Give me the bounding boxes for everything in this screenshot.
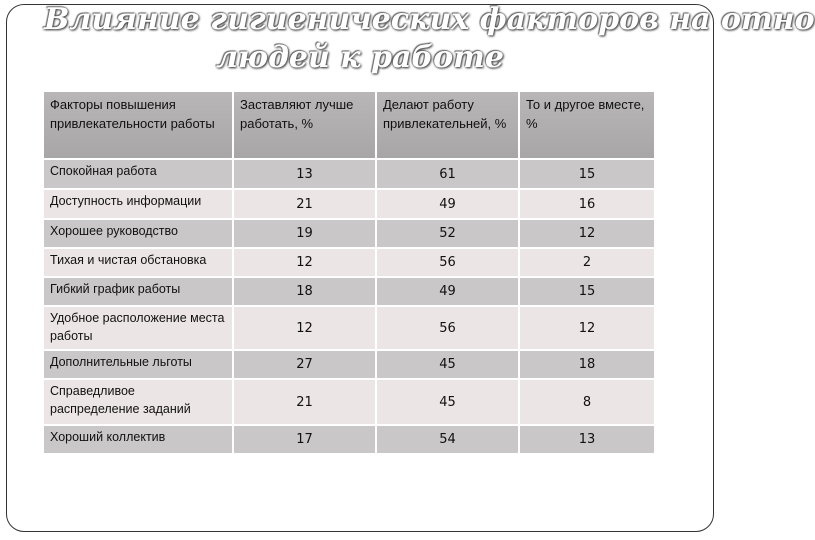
row-factor: Гибкий график работы [44, 278, 234, 307]
table-header-row [44, 92, 656, 160]
row-value-more-attractive: 61 [377, 160, 520, 190]
table-row [44, 190, 656, 220]
row-value-more-attractive: 45 [377, 351, 520, 380]
row-value-both: 12 [520, 220, 656, 249]
row-value-both: 12 [520, 307, 656, 351]
table-row [44, 220, 656, 249]
slide-title-line1: Влияние гигиенических факторов на отно [44, 2, 815, 37]
header-both: То и другое вместе, % [520, 92, 656, 160]
row-factor: Дополнительные льготы [44, 351, 234, 380]
row-value-work-better: 17 [234, 426, 377, 455]
row-factor: Спокойная работа [44, 160, 234, 190]
table-row [44, 278, 656, 307]
row-value-work-better: 18 [234, 278, 377, 307]
table-row [44, 426, 656, 455]
slide-title-line2: людей к работе [216, 40, 504, 75]
row-value-more-attractive: 56 [377, 249, 520, 278]
row-value-more-attractive: 49 [377, 278, 520, 307]
row-value-both: 15 [520, 160, 656, 190]
factors-table [44, 92, 656, 455]
row-value-both: 2 [520, 249, 656, 278]
slide-title [0, 2, 815, 76]
row-value-work-better: 13 [234, 160, 377, 190]
table-row [44, 160, 656, 190]
row-value-more-attractive: 52 [377, 220, 520, 249]
header-factors: Факторы повышения привлекательности работы [44, 92, 234, 160]
header-more-attractive: Делают работу привлекательней, % [377, 92, 520, 160]
row-value-more-attractive: 49 [377, 190, 520, 220]
row-value-work-better: 12 [234, 249, 377, 278]
row-factor: Хорошее руководство [44, 220, 234, 249]
table-row [44, 380, 656, 426]
header-work-better: Заставляют лучше работать, % [234, 92, 377, 160]
row-value-work-better: 12 [234, 307, 377, 351]
table-row [44, 307, 656, 351]
row-factor: Справедливое распределение заданий [44, 380, 234, 426]
row-factor: Удобное расположение места работы [44, 307, 234, 351]
table-row [44, 249, 656, 278]
row-factor: Хороший коллектив [44, 426, 234, 455]
row-factor: Доступность информации [44, 190, 234, 220]
row-factor: Тихая и чистая обстановка [44, 249, 234, 278]
row-value-more-attractive: 45 [377, 380, 520, 426]
row-value-more-attractive: 56 [377, 307, 520, 351]
row-value-both: 13 [520, 426, 656, 455]
row-value-both: 8 [520, 380, 656, 426]
row-value-work-better: 21 [234, 380, 377, 426]
row-value-both: 16 [520, 190, 656, 220]
row-value-work-better: 19 [234, 220, 377, 249]
table-row [44, 351, 656, 380]
row-value-work-better: 27 [234, 351, 377, 380]
row-value-work-better: 21 [234, 190, 377, 220]
row-value-both: 15 [520, 278, 656, 307]
row-value-both: 18 [520, 351, 656, 380]
row-value-more-attractive: 54 [377, 426, 520, 455]
